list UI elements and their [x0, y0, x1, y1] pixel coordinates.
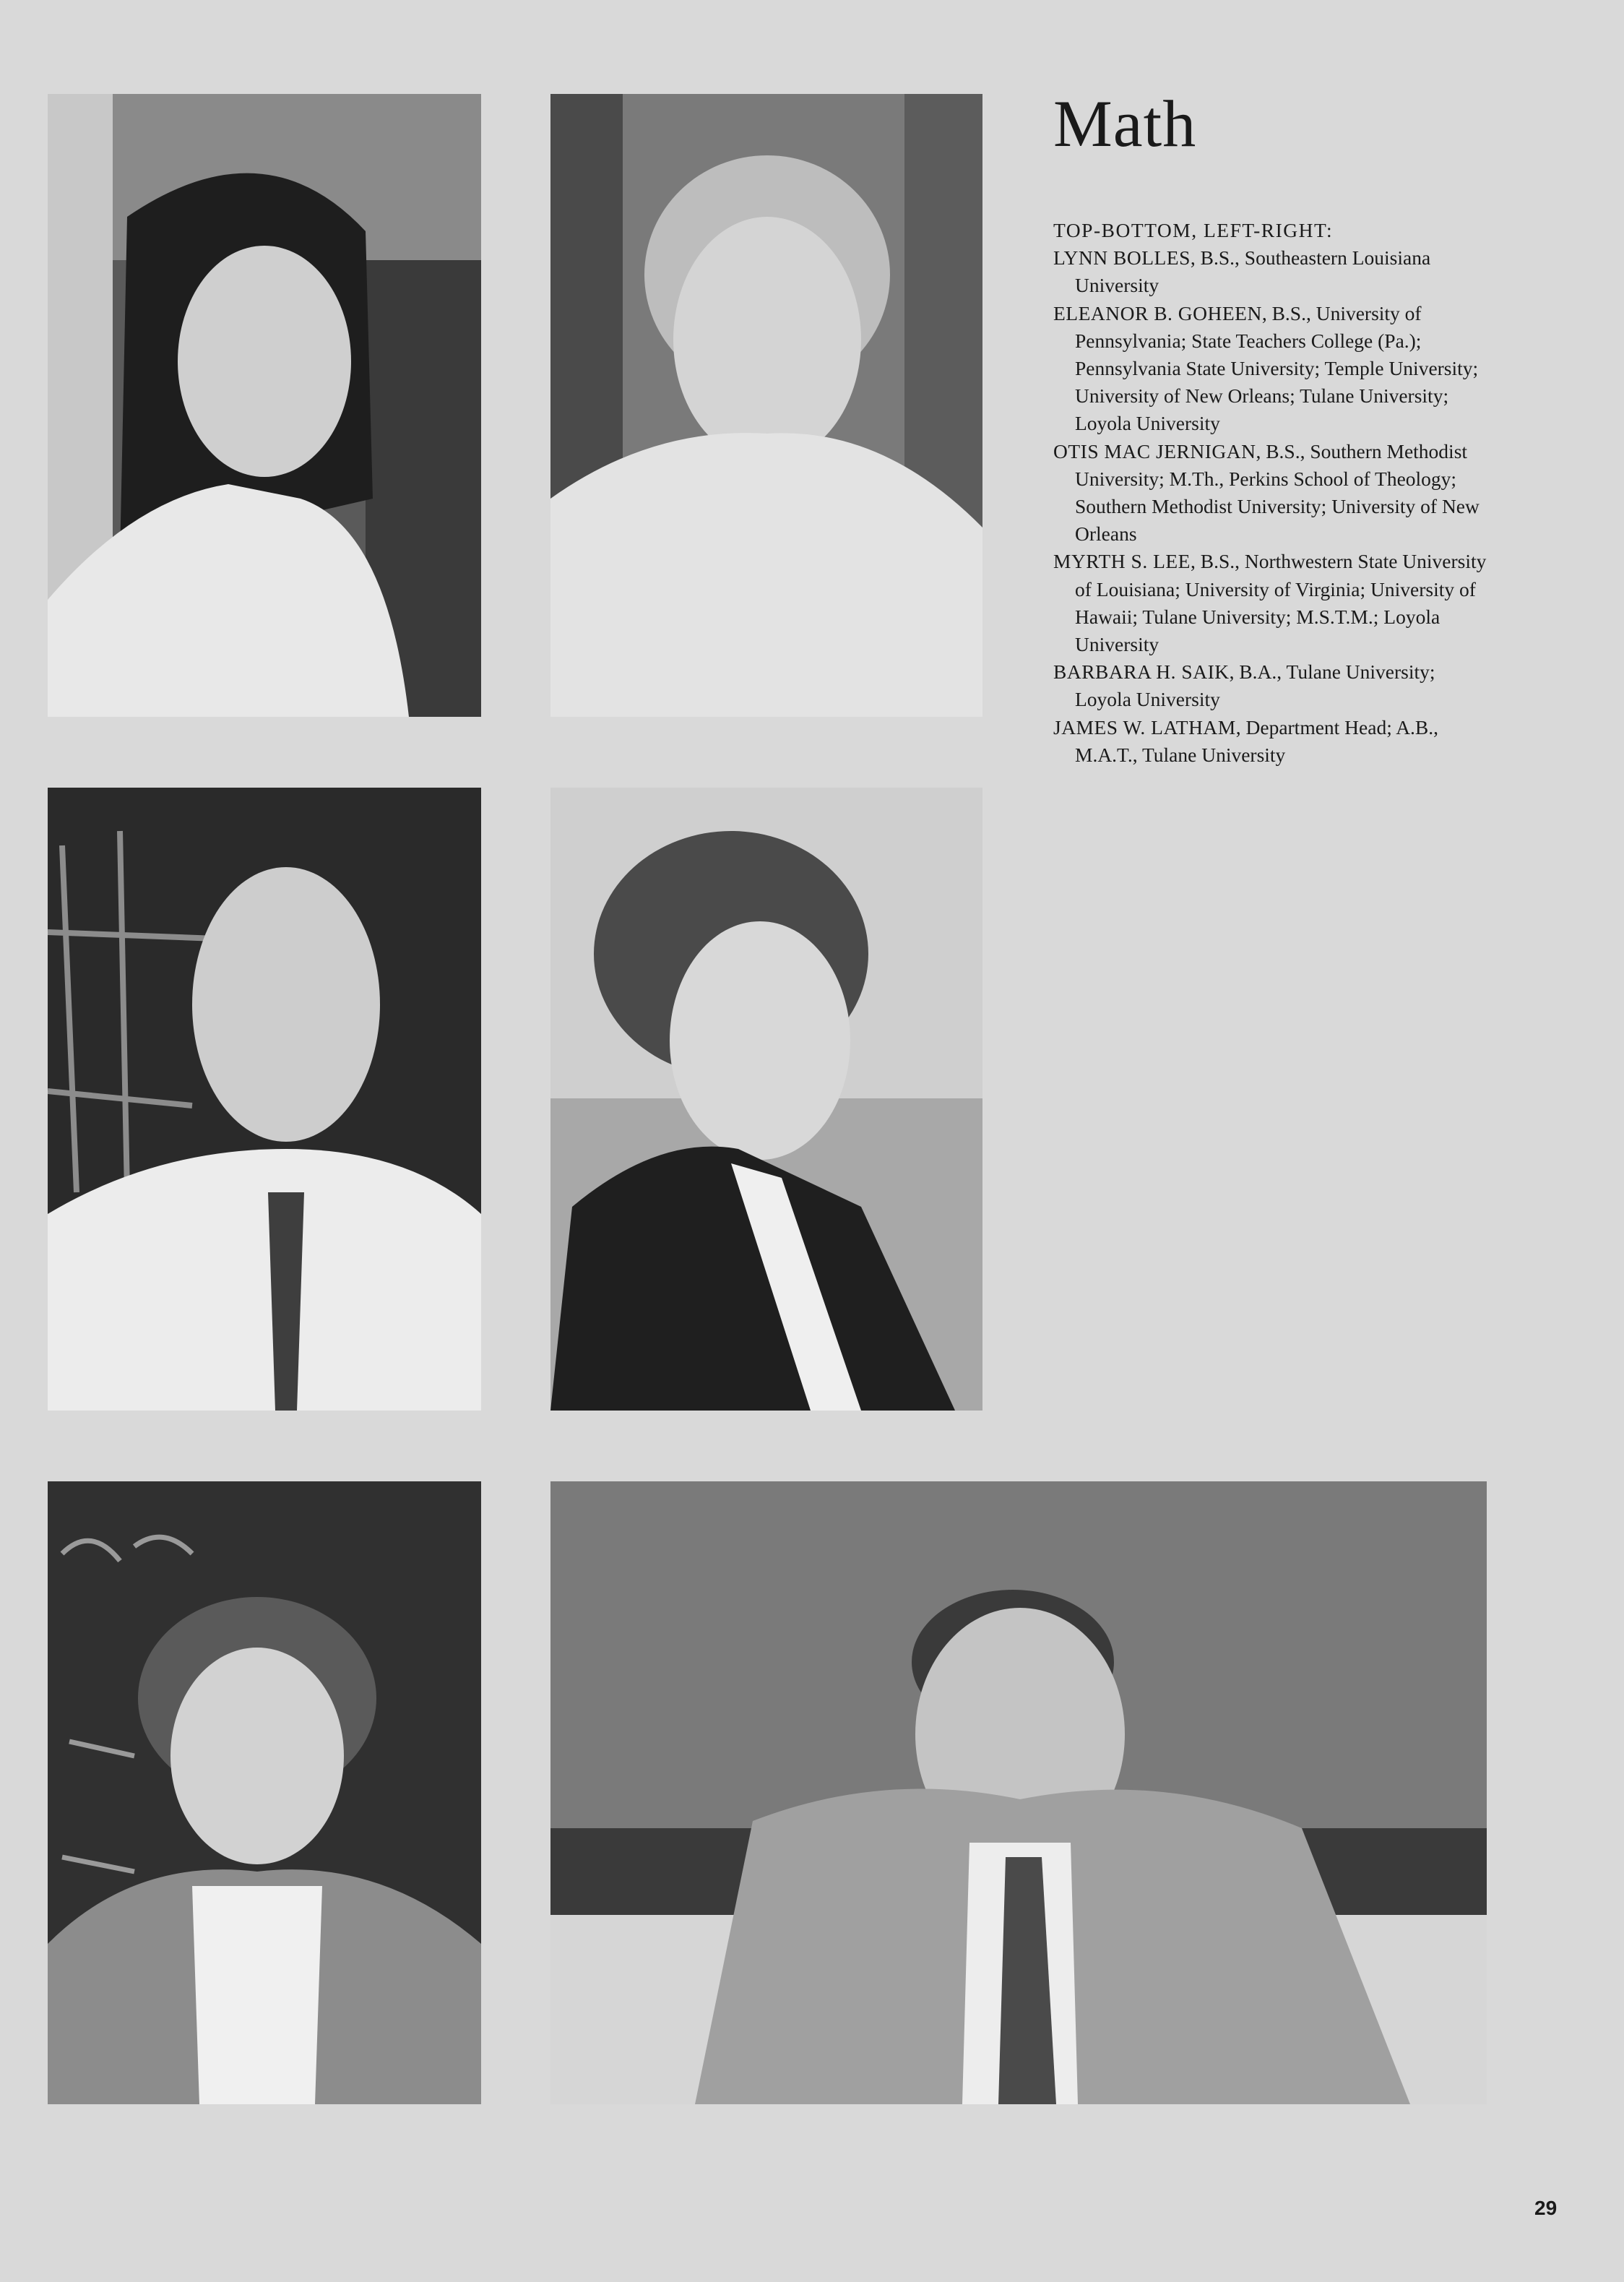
faculty-name: ELEANOR B. GOHEEN [1053, 301, 1262, 324]
faculty-name: OTIS MAC JERNIGAN [1053, 439, 1256, 462]
portrait-lynn-bolles [48, 94, 481, 717]
faculty-details: , B.S., Northwestern State University of Louisiana; University of Virginia; University of Hawaii; Tulane University; M.S.T.M.; Loyola University [1075, 550, 1487, 656]
faculty-name: BARBARA H. SAIK [1053, 660, 1230, 684]
faculty-details: , B.S., University of Pennsylvania; State Teachers College (Pa.); Pennsylvania State University; Temple University; University of New Orleans; Tulane University; Loyola University [1075, 301, 1479, 435]
page-number: 29 [1534, 2197, 1558, 2219]
faculty-name: MYRTH S. LEE [1053, 550, 1191, 573]
faculty-details: , B.A., Tulane University; Loyola University [1075, 660, 1435, 711]
caption-intro: TOP-BOTTOM, LEFT-RIGHT: [1053, 219, 1334, 241]
caption-entry [1053, 714, 1487, 769]
caption-entry [1053, 548, 1487, 658]
portrait-barbara-saik [48, 1481, 481, 2104]
caption-entry [1053, 244, 1487, 299]
portrait-otis-mac-jernigan [48, 788, 481, 1411]
caption-entry [1053, 658, 1487, 713]
caption-entry [1053, 300, 1487, 438]
section-heading: Math [1053, 87, 1197, 160]
faculty-details: , B.S., Southern Methodist University; M.Th., Perkins School of Theology; Southern Methodist University; University of New Orleans [1075, 439, 1480, 546]
faculty-details: , B.S., Southeastern Louisiana University [1075, 246, 1431, 297]
portrait-james-latham [550, 1481, 1487, 2104]
faculty-details: , Department Head; A.B., M.A.T., Tulane University [1075, 715, 1439, 766]
faculty-captions [1053, 217, 1487, 769]
faculty-name: JAMES W. LATHAM [1053, 715, 1236, 739]
portrait-myrth-lee [550, 788, 982, 1411]
faculty-name: LYNN BOLLES [1053, 246, 1191, 270]
portrait-eleanor-goheen [550, 94, 982, 717]
caption-entry [1053, 438, 1487, 548]
